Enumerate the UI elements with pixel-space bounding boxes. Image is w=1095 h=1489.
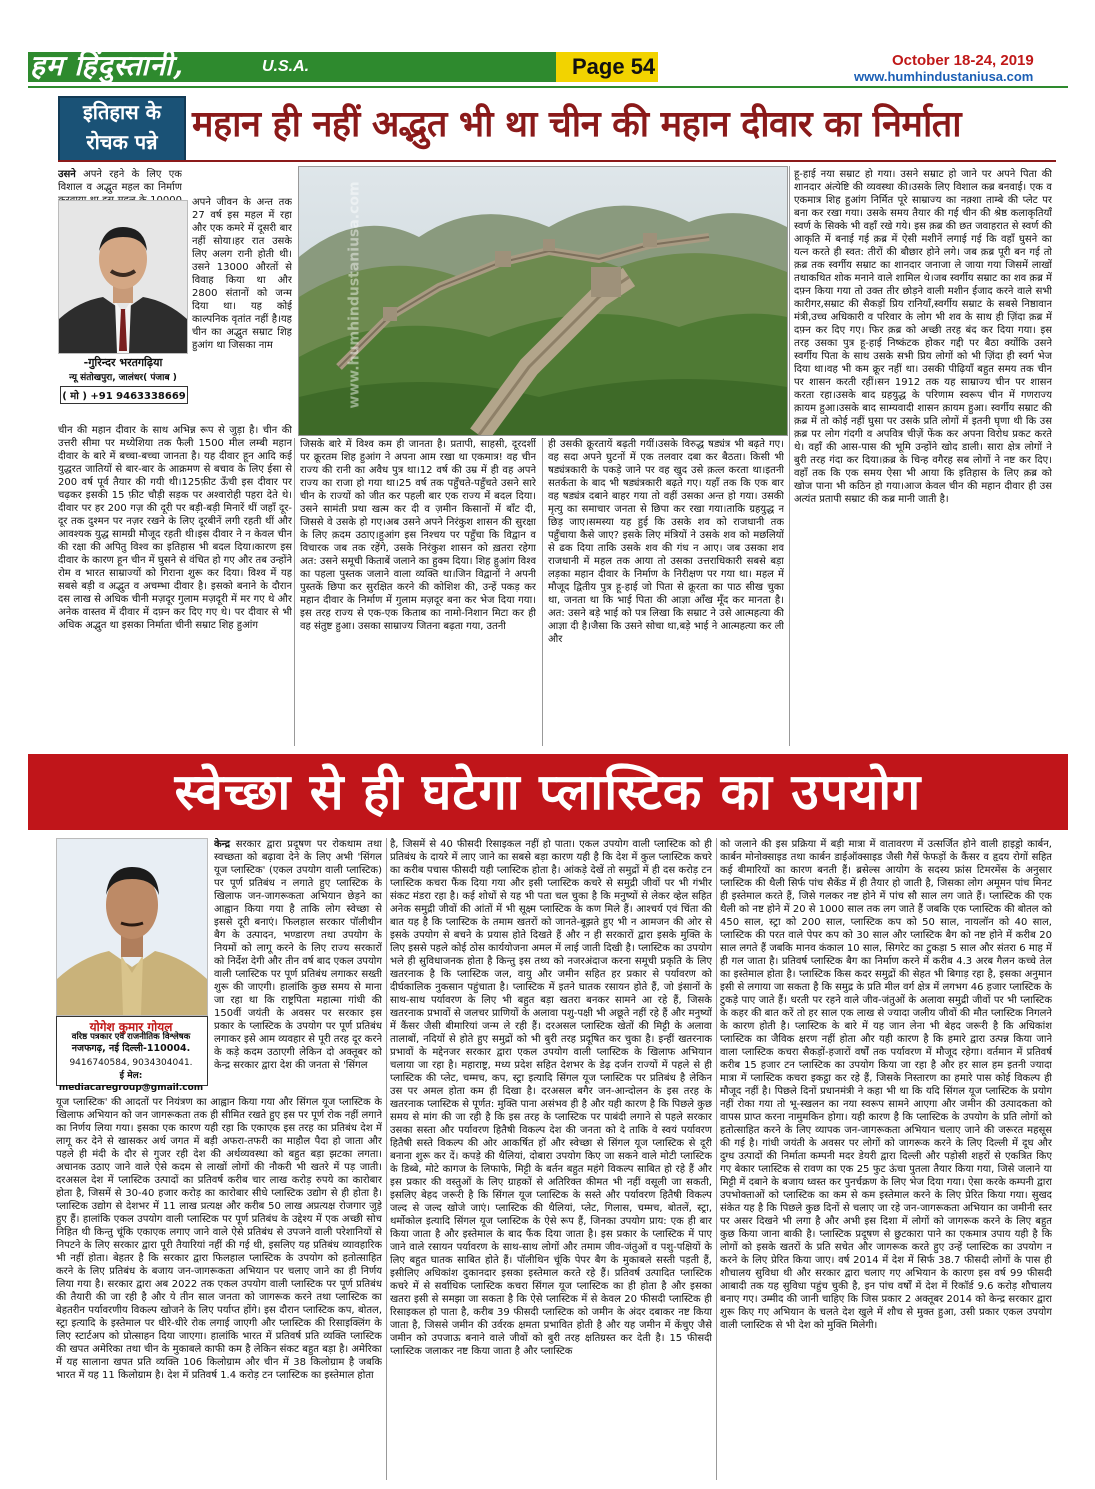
author2-role: वरिष्ठ पत्रकार एवं राजनीतिक विश्लेषक (71, 1032, 191, 1042)
photo-watermark: www.humhindustaniusa.com (346, 181, 363, 409)
great-wall-photo (298, 166, 788, 436)
brand-usa: U.S.A. (262, 58, 310, 75)
article2-col1-body: यूज प्लास्टिक' की आदतों पर नियंत्रण का आह्वान किया गया और सिंगल यूज प्लास्टिक के खिलाफ अभियान को जन जागरूकता तक ही सीमित रखते हुए इस पर पूर्ण रोक नहीं लगाने का निर्णय लिया गया। इसका एक कारण यही रहा कि एकाएक इस तरह का प्रतिबंध देश में लागू कर देने से खासकर अर्थ जगत में बड़ी अफरा-तफरी का माहौल पैदा हो जाता और पहले ही मंदी के दौर से गुजर रही देश की अर्थव्यवस्था को बहुत बड़ा झटका लगता। अचानक उठाए जाने वाले ऐसे कदम से लाखों लोगों की नौकरी भी खतरे में पड़ जाती। दरअसल देश में प्लास्टिक उत्पादों का प्रतिवर्ष करीब चार लाख करोड़ रुपये का कारोबार होता है, जिसमें से 30-40 हजार करोड़ का कारोबार सीधे प्लास्टिक उद्योग से ही होता है। प्लास्टिक उद्योग से देशभर में 11 लाख प्रत्यक्ष और करीब 50 लाख अप्रत्यक्ष रोजगार जुड़े हुए हैं। हालांकि एकल उपयोग वाली प्लास्टिक पर पूर्ण प्रतिबंध के उद्देश्य में एक अच्छी सोच निहित थी किन्तु चूंकि एकाएक लगाए जाने वाले ऐसे प्रतिबंध से उपजने वाली परेशानियों से निपटने के लिए सरकार द्वारा पूरी तैयारियां नहीं की गई थी, इसलिए यह प्रतिबंध व्यावहारिक भी नहीं होता। बेहतर है कि सरकार द्वारा फिलहाल प्लास्टिक के उपयोग को हतोत्साहित करने के लिए प्रतिबंध के बजाय जन-जागरूकता अभियान पर चलाए जाने का ही निर्णय लिया गया है। सरकार द्वारा अब 2022 तक एकल उपयोग वाली प्लास्टिक पर पूर्ण प्रतिबंध की तैयारी की जा रही है और ये तीन साल जनता को जागरूक करने तथा प्लास्टिक का बेहतरीन पर्यावरणीय विकल्प खोजने के लिए पर्याप्त होंगे। इस दौरान प्लास्टिक कप, बोतल, स्ट्रा इत्यादि के इस्तेमाल पर धीरे-धीरे रोक लगाई जाएगी और प्लास्टिक की रिसाइक्लिंग के लिए स्टार्टअप को प्रोत्साहन दिया जाएगा। हालांकि भारत में प्रतिवर्ष प्रति व्यक्ति प्लास्टिक की खपत अमेरिका तथा चीन के मुकाबले काफी कम है लेकिन संकट बहुत बड़ा है। अमेरिका में यह सालाना खपत प्रति व्यक्ति 106 किलोग्राम और चीन में 38 किलोग्राम है जबकि भारत में यह 11 किलोग्राम है। देश में प्रतिवर्ष 1.4 करोड़ टन प्लास्टिक का इस्तेमाल होता (56, 1097, 382, 1381)
headline-rule (58, 160, 1056, 162)
dateline: केन्द्र (214, 839, 231, 850)
author1-address: न्यू संतोखपुरा, जालंधर( पंजाब ) (69, 373, 177, 383)
author2-photo (56, 838, 208, 1016)
author2-name: योगेश कुमार गोयल (89, 1020, 173, 1034)
intro-text: सरकार द्वारा प्रदूषण पर रोकथाम तथा स्वच्छता को बढ़ावा देने के लिए अभी 'सिंगल यूज प्लास्टिक' (एकल उपयोग वाली प्लास्टिक) पर पूर्ण प्रतिबंध न लगाते हुए प्लास्टिक के खिलाफ जन-जागरूकता अभियान छेड़ने का आह्वान किया गया है ताकि लोग स्वेच्छा से इससे दूरी बनाएं। फिलहाल सरकार पॉलीथीन बैग के उत्पादन, भण्डारण तथा उपयोग के नियमों को लागू करने के लिए राज्य सरकारों को निर्देश देगी और तीन वर्ष बाद एकल उपयोग वाली प्लास्टिक पर पूर्ण प्रतिबंध लगाकर सख्ती शुरू की जाएगी। हालांकि कुछ समय से माना जा रहा था कि राष्ट्रपिता महात्मा गांधी की 150वीं जयंती के अवसर पर सरकार इस प्रकार के प्लास्टिक के उपयोग पर पूर्ण प्रतिबंध लगाकर इसे आम व्यवहार से पूरी तरह दूर करने के कड़े कदम उठाएगी लेकिन दो अक्तूबर को केन्द्र सरकार द्वारा देश की जनता से 'सिंगल (214, 839, 382, 1071)
brand-name: हम हिंदुस्तानी, (30, 49, 184, 82)
author2-place: नजफगढ़, नई दिल्ली-110004. (71, 1043, 191, 1054)
article2-col2: है, जिसमें से 40 फीसदी रिसाइकल नहीं हो पाता। एकल उपयोग वाली प्लास्टिक को ही प्रतिबंध के दायरे में लाए जाने का सबसे बड़ा कारण यही है कि देश में कुल प्लास्टिक कचरे का करीब पचास फीसदी यही प्लास्टिक होता है। आंकड़े देखें तो समुद्रों में ही दस करोड़ टन प्लास्टिक कचरा फैंक दिया गया और इसी प्लास्टिक कचरे से समुद्री जीवों पर भी गंभीर संकट मंडरा रहा है। कई शोधों से यह भी पता चल चुका है कि मनुष्यों से लेकर व्हेल सहित अनेक समुद्री जीवों की आंतों में भी सूक्ष्म प्लास्टिक के कण मिले हैं। आश्चर्य एवं चिंता की बात यह है कि प्लास्टिक के तमाम खतरों को जानते-बूझते हुए भी न आमजन की ओर से इसके उपयोग से बचने के प्रयास होते दिखते हैं और न ही सरकारों द्वारा इसके मुक्ति के लिए इससे पहले कोई ठोस कार्ययोजना अमल में लाई जाती दिखी है। प्लास्टिक का उपयोग भले ही सुविधाजनक होता है किन्तु इस तथ्य को नजरअंदाज करना समूची प्रकृति के लिए खतरनाक है कि प्लास्टिक जल, वायु और जमीन सहित हर प्रकार से पर्यावरण को दीर्घकालिक नुकसान पहुंचाता है। प्लास्टिक में इतने घातक रसायन होते हैं, जो इंसानों के साथ-साथ पर्यावरण के लिए भी बहुत बड़ा खतरा बनकर सामने आ रहे हैं, जिसके खतरनाक प्रभावों से जलचर प्राणियों के अलावा पशु-पक्षी भी अछूते नहीं रहे हैं और मनुष्यों में कैंसर जैसी बीमारियां जन्म ले रही हैं। दरअसल प्लास्टिक खेतों की मिट्टी के अलावा तालाबों, नदियों से होते हुए समुद्रों को भी बुरी तरह प्रदूषित कर चुका है। इन्हीं खतरनाक प्रभावों के मद्देनजर सरकार द्वारा एकल उपयोग वाली प्लास्टिक के खिलाफ अभियान चलाया जा रहा है। महाराष्ट्र, मध्य प्रदेश सहित देशभर के डेढ़ दर्जन राज्यों में पहले से ही प्लास्टिक की प्लेट, चम्मच, कप, स्ट्रा इत्यादि सिंगल यूज प्लास्टिक पर प्रतिबंध है लेकिन उस पर अमल होता कम ही दिखा है। दरअसल बगैर जन-आन्दोलन के इस तरह के खतरनाक प्लास्टिक से पूर्णत: मुक्ति पाना असंभव ही है और यही कारण है कि पिछले कुछ समय से मांग की जा रही है कि इस तरह के प्लास्टिक पर पाबंदी लगाने से पहले सरकार उसका सस्ता और पर्यावरण हितैषी विकल्प देश की जनता को दे ताकि वे स्वयं पर्यावरण हितैषी सस्ते विकल्प की ओर आकर्षित हों और स्वेच्छा से सिंगल यूज प्लास्टिक से दूरी बनाना शुरू कर दें। कपड़े की थैलियां, दोबारा उपयोग किए जा सकने वाले मोटी प्लास्टिक के डिब्बे, मोटे कागज के लिफाफे, मिट्टी के बर्तन बहुत महंगे विकल्प साबित हो रहे हैं और इस प्रकार की वस्तुओं के लिए ग्राहकों से अतिरिक्त कीमत भी नहीं वसूली जा सकती, इसलिए बेहद जरूरी है कि सिंगल यूज प्लास्टिक के सस्ते और पर्यावरण हितैषी विकल्प जल्द से जल्द खोजे जाएं। प्लास्टिक की थैलियां, प्लेट, गिलास, चम्मच, बोतलें, स्ट्रा, थर्मोकोल इत्यादि सिंगल यूज प्लास्टिक के ऐसे रूप हैं, जिनका उपयोग प्राय: एक ही बार किया जाता है और इस्तेमाल के बाद फैंक दिया जाता है। इस प्रकार के प्लास्टिक में पाए जाने वाले रसायन पर्यावरण के साथ-साथ लोगों और तमाम जीव-जंतुओं व पशु-पक्षियों के लिए बहुत घातक साबित होते हैं। पॉलीथिन चूंकि पेपर बैग के मुकाबले सस्ती पड़ती हैं, इसीलिए अधिकांश दुकानदार इसका इस्तेमाल करते रहे हैं। प्रतिवर्ष उत्पादित प्लास्टिक कचरे में से सर्वाधिक प्लास्टिक कचरा सिंगल यूज प्लास्टिक का ही होता है और इसका खतरा इसी से समझा जा सकता है कि ऐसे प्लास्टिक में से केवल 20 फीसदी प्लास्टिक ही रिसाइकल हो पाता है, करीब 39 फीसदी प्लास्टिक को जमीन के अंदर दबाकर नष्ट किया जाता है, जिससे जमीन की उर्वरक क्षमता प्रभावित होती है और यह जमीन में केंचुए जैसे जमीन को उपजाऊ बनाने वाले जीवों को बुरी तरह क्षतिग्रस्त कर देती है। 15 फीसदी प्लास्टिक जलाकर नष्ट किया जाता है और प्लास्टिक (390, 839, 712, 1357)
masthead-rule (28, 86, 1068, 88)
page-number: Page 54 (572, 54, 656, 79)
author1-photo (58, 200, 188, 354)
section-label-line2: रोचक पन्ने (86, 130, 158, 154)
author1-portrait-icon (59, 201, 187, 353)
article2-headline: स्वेच्छा से ही घटेगा प्लास्टिक का उपयोग (174, 763, 922, 821)
column-rule (386, 838, 387, 1480)
article2-col3: को जलाने की इस प्रक्रिया में बड़ी मात्रा में वातावरण में उत्सर्जित होने वाली हाइड्रो कार्बन, कार्बन मोनोक्साइड तथा कार्बन डाईऑक्साइड जैसी गैसें फेफड़ों के कैंसर व हृदय रोगों सहित कई बीमारियों का कारण बनती हैं। ब्रसेल्स आयोग के सदस्य फ्रांस टिमरमेंस के अनुसार प्लास्टिक की थैली सिर्फ पांच सैकेंड में ही तैयार हो जाती है, जिसका लोग अमूमन पांच मिनट ही इस्तेमाल करते हैं, जिसे गलकर नष्ट होने में पांच सौ साल लग जाते हैं। प्लास्टिक की एक थैली को नष्ट होने में 20 से 1000 साल तक लग जाते हैं जबकि एक प्लास्टिक की बोतल को 450 साल, स्ट्रा को 200 साल, प्लास्टिक कप को 50 साल, नायलॉन को 40 साल, प्लास्टिक की परत वाले पेपर कप को 30 साल और प्लास्टिक बैग को नष्ट होने में करीब 20 साल लगते हैं जबकि मानव कंकाल 10 साल, सिगरेट का टुकड़ा 5 साल और संतरा 6 माह में ही गल जाता है। प्रतिवर्ष प्लास्टिक बैग का निर्माण करने में करीब 4.3 अरब गैलन कच्चे तेल का इस्तेमाल होता है। प्लास्टिक किस कदर समुद्रों की सेहत भी बिगाड़ रहा है, इसका अनुमान इसी से लगाया जा सकता है कि समुद्र के प्रति मील वर्ग क्षेत्र में लगभग 46 हजार प्लास्टिक के टुकड़े पाए जाते हैं। धरती पर रहने वाले जीव-जंतुओं के अलावा समुद्री जीवों पर भी प्लास्टिक के कहर की बात करें तो हर साल एक लाख से ज्यादा जलीय जीवों की मौत प्लास्टिक निगलने के कारण होती है। प्लास्टिक के बारे में यह जान लेना भी बेहद जरूरी है कि अधिकांश प्लास्टिक का जैविक क्षरण नहीं होता और यही कारण है कि हमारे द्वारा उत्पन्न किया जाने वाला प्लास्टिक कचरा सैकड़ों-हजारों वर्षों तक पर्यावरण में मौजूद रहेगा। वर्तमान में प्रतिवर्ष करीब 15 हजार टन प्लास्टिक का उपयोग किया जा रहा है और हर साल हम इतनी ज्यादा मात्रा में प्लास्टिक कचरा इकट्ठा कर रहे हैं, जिसके निस्तारण का हमारे पास कोई विकल्प ही मौजूद नहीं है। पिछले दिनों प्रधानमंत्री ने कहा भी था कि यदि सिंगल यूज प्लास्टिक के प्रयोग नहीं रोका गया तो भू-स्खलन का नया स्वरूप सामने आएगा और जमीन की उत्पादकता को वापस प्राप्त करना नामुमकिन होगा। यही कारण है कि प्लास्टिक के उपयोग के प्रति लोगों को हतोत्साहित करने के लिए व्यापक जन-जागरूकता अभियान चलाए जाने की जरूरत महसूस की गई है। गांधी जयंती के अवसर पर लोगों को जागरूक करने के लिए दिल्ली में दूध और दुग्ध उत्पादों की निर्माता कम्पनी मदर डेयरी द्वारा दिल्ली और पड़ोसी शहरों से एकत्रित किए गए बेकार प्लास्टिक से रावण का एक 25 फुट ऊंचा पुतला तैयार किया गया, जिसे जलाने या मिट्टी में दबाने के बजाय ध्वस्त कर पुनर्चक्रण के लिए भेज दिया गया। ऐसा करके कम्पनी द्वारा उपभोक्ताओं को प्लास्टिक का कम से कम इस्तेमाल करने के लिए प्रेरित किया गया। सुखद संकेत यह है कि पिछले कुछ दिनों से चलाए जा रहे जन-जागरूकता अभियान का जमीनी स्तर पर असर दिखने भी लगा है और अभी इस दिशा में लोगों को जागरूक करने के लिए बहुत कुछ किया जाना बाकी है। प्लास्टिक प्रदूषण से छुटकारा पाने का एकमात्र उपाय यही है कि लोगों को इसके खतरों के प्रति सचेत और जागरूक करते हुए उन्हें प्लास्टिक का उपयोग न करने के लिए प्रेरित किया जाए। वर्ष 2014 में देश में सिर्फ 38.7 फीसदी लोगों के पास ही शौचालय सुविधा थी और सरकार द्वारा चलाए गए अभियान के कारण इस वर्ष 99 फीसदी आबादी तक यह सुविधा पहुंच चुकी है, इन पांच वर्षों में देश में रिकॉर्ड 9.6 करोड़ शौचालय बनाए गए। उम्मीद की जानी चाहिए कि जिस प्रकार 2 अक्तूबर 2014 को केन्द्र सरकार द्वारा शुरू किए गए अभियान के चलते देश खुले में शौच से मुक्त हुआ, उसी प्रकार एकल उपयोग वाली प्लास्टिक से भी देश को मुक्ति मिलेगी। (720, 839, 1052, 1331)
column-rule (294, 438, 295, 746)
column-rule (789, 166, 790, 746)
column-rule (716, 838, 717, 1480)
column-rule (542, 438, 543, 746)
article1-col1-side: अपने जीवन के अन्त तक 27 वर्ष इस महल में रहा और एक कमरे में दूसरी बार नहीं सोया।हर रात उसके लिए अलग रानी होती थी। उसने 13000 औरतों से विवाह किया था और 2800 संतानों को जन्म दिया था। यह कोई काल्पनिक वृतांत नहीं है।यह चीन का अद्भुत सम्राट शिह हुआंग था जिसका नाम (192, 197, 292, 351)
article1-col4: हू-हाई नया सम्राट हो गया। उसने सम्राट हो जाने पर अपने पिता की शानदार अंत्येष्टि की व्यवस्था की।उसके लिए विशाल कब्र बनवाई। एक व एकमात्र शिह हुआंग निर्मित पूरे साम्राज्य का नक़्शा ताम्बे की प्लेट पर बना कर रखा गया। उसके समय तैयार की गई चीन की श्रेष्ठ कलाकृतियाँ स्वर्ण के सिक्के भी वहाँ रखे गये। इस क़ब्र की छत जवाहरात से स्वर्ण की आकृति में बनाई गई क़ब्र में ऐसी मशीनें लगाई गई कि वहाँ घुसने का यत्न करते ही स्वत: तीरों की बौछार होने लगे। जब क़ब्र पूरी बन गई तो क़ब्र तक स्वर्गीय सम्राट का शानदार जनाजा ले जाया गया जिसमें लाखों तथाकथित शोक मनाने वाले शामिल थे।जब स्वर्गीय सम्राट का शव क़ब्र में दफ़्न किया गया तो उक्त तीर छोड़ने वाली मशीन ईजाद करने वाले सभी कारीगर,सम्राट की सैकड़ों प्रिय रानियाँ,स्वर्गीय सम्राट के सबसे निष्ठावान मंत्री,उच्च अधिकारी व परिवार के लोग भी शव के साथ ही ज़िंदा क़ब्र में दफ़्न कर दिए गए। फिर क़ब्र को अच्छी तरह बंद कर दिया गया। इस तरह उसका पुत्र हू-हाई निष्कंटक होकर गद्दी पर बैठा क्योंकि उसने स्वर्गीय पिता के साथ उसके सभी प्रिय लोगों को भी ज़िंदा ही स्वर्ग भेज दिया था।वह भी कम क्रूर नहीं था। उसकी पीढ़ियाँ बहुत समय तक चीन पर शासन करती रहीं।सन 1912 तक यह साम्राज्य चीन पर शासन करता रहा।उसके बाद ग्रहयुद्ध के परिणाम स्वरूप चीन में गणराज्य क़ायम हुआ।उसके बाद साम्यवादी शासन क़ायम हुआ। स्वर्गीय सम्राट की क़ब्र में तो कोई नहीं घुसा पर उसके प्रति लोगों में इतनी घृणा थी कि उस क़ब्र पर लोग गंदगी व अपवित्र चीज़ें फेंक कर अपना विरोध प्रकट करते थे। वहाँ की आस-पास की भूमि उन्होंने खोद डाली। सारा क्षेत्र लोगों ने बुरी तरह गंदा कर दिया।क़ब्र के चिन्ह वगैरह सब लोगों ने नष्ट कर दिए।वहाँ तक कि एक समय ऐसा भी आया कि इतिहास के लिए क़ब्र को खोज पाना भी कठिन हो गया।आज केवल चीन की महान दीवार ही उस अत्यंत प्रतापी सम्राट की कब्र मानी जाती है। (794, 169, 1052, 505)
article1-col3: ही उसकी क्रूरतायें बढ़ती गयीं।उसके विरुद्ध षड्यंत्र भी बढ़ते गए।वह सदा अपने घुटनों में एक तलवार दबा कर बैठता। किसी भी षड्यंत्रकारी के पकड़े जाने पर वह खुद उसे क़त्ल करता था।इतनी सतर्कता के बाद भी षड्यंत्रकारी बढ़ते गए। यहाँ तक कि एक बार वह षड्यंत्र दबाने बाहर गया तो वहीं उसका अन्त हो गया। उसकी मृत्यु का समाचार जनता से छिपा कर रखा गया।ताकि ग्रहयुद्ध न छिड़ जाए।समस्या यह हुई कि उसके शव को राजधानी तक पहुँचाया कैसे जाए? इसके लिए मंत्रियों ने उसके शव को मछलियों से ढक दिया ताकि उसके शव की गंध न आए। जब उसका शव राजधानी में महल तक आया तो उसका उत्तराधिकारी सबसे बड़ा लड़का महान दीवार के निर्माण के निरीक्षण पर गया था। महल में मौजूद द्वितीय पुत्र हू-हाई जो पिता से क्रूरता का पाठ सीख चुका था, जनता था कि भाई पिता की आज्ञा आँख मूँद कर मानता है। अत: उसने बड़े भाई को पत्र लिखा कि सम्राट ने उसे आत्महत्या की आज्ञा दी है।जैसा कि उसने सोचा था,बड़े भाई ने आत्महत्या कर ली और (548, 439, 784, 645)
article1-col1-body: चीन की महान दीवार के साथ अभिन्न रूप से जुड़ा है। चीन की उत्तरी सीमा पर मध्येशिया तक फैली 1500 मील लम्बी महान दीवार के बारे में बच्चा-बच्चा जानता है। यह दीवार हून आदि कई युद्धरत जातियों से बार-बार के आक्रमण से बचाव के लिए ईसा से 200 वर्ष पूर्व तैयार की गयी थी।125फ़ीट ऊँची इस दीवार पर चढ़कर इसकी 15 फ़ीट चौड़ी सड़क पर अश्वारोही पहरा देते थे। दीवार पर हर 200 गज़ की दूरी पर बड़ी-बड़ी मिनारें थीं जहाँ दूर-दूर तक दुश्मन पर नज़र रखने के लिए दूरबीनें लगी रहती थीं और आवश्यक युद्ध सामग्री मौजूद रहती थी।इस दीवार ने न केवल चीन की रक्षा की अपितु विश्व का इतिहास भी बदल दिया।कारण इस दीवार के कारण हून चीन में घुसने से वंचित हो गए और तब उन्होंने रोम व भारत साम्राज्यों को गिराना शुरू कर दिया। विश्व में यह सबसे बड़ी व अद्भुत व अचम्भा दीवार है। इसको बनाने के दौरान दस लाख से अधिक चीनी मज़दूर गुलाम मज़दूरी में मर गए थे और अनेक वास्तव में दीवार में दफ़्न कर दिए गए थे। पर दीवार से भी अधिक अद्भुत था इसका निर्माता चीनी सम्राट शिह हुआंग (58, 425, 292, 631)
lead-word: उसने (58, 169, 76, 180)
author1-phone: ( मो ) +91 9463338669 (62, 391, 186, 402)
author1-name: -गुरिन्दर भरतगढ़िया (83, 356, 163, 369)
author2-email[interactable]: ई मेल: mediacaregroup@gmail.com (58, 1071, 204, 1093)
article1-headline: महान ही नहीं अद्भुत भी था चीन की महान दीवार का निर्माता (192, 104, 962, 145)
article1-col2: जिसके बारे में विश्व कम ही जानता है। प्रतापी, साहसी, दूरदर्शी पर क्रूरतम शिह हुआंग ने अपना आम रखा था एकमात्र! वह चीन राज्य की रानी का अवैध पुत्र था।12 वर्ष की उम्र में ही वह अपने राज्य का राजा हो गया था।25 वर्ष तक पहुँचते-पहुँचते उसने सारे चीन के राज्यों को जीत कर पहली बार एक राज्य में बदल दिया।उसने सामंती प्रथा खत्म कर दी व ज़मीन किसानों में बाँट दी, जिससे वे उसके हो गए।अब उसने अपने निरंकुश शासन की सुरक्षा के लिए क़दम उठाए।हुआंग इस निश्चय पर पहुँचा कि विद्वान व विचारक जब तक रहेंगे, उसके निरंकुश शासन को ख़तरा रहेगा अत: उसने समूची किताबें जलाने का हुक्म दिया। शिह हुआंग विश्व का पहला पुस्तक जलाने वाला व्यक्ति था।जिन विद्वानों ने अपनी पुस्तकें छिपा कर सुरक्षित करने की कोशिश की, उन्हें पकड़ कर महान दीवार के निर्माण में गुलाम मज़दूर बना कर भेज दिया गया। इस तरह राज्य से एक-एक किताब का नामो-निशान मिटा कर ही वह संतुष्ट हुआ। उसका साम्राज्य जितना बढ़ता गया, उतनी (300, 439, 536, 632)
article2-col1-intro (214, 838, 382, 1090)
author2-phones: 9416740584, 9034304041. (69, 1058, 193, 1068)
author2-portrait-icon (57, 839, 207, 1015)
issue-date: October 18-24, 2019 (892, 52, 1034, 69)
intro-text: अपने रहने के लिए एक विशाल व अद्भुत महल का निर्माण (58, 169, 182, 193)
section-label-line1: इतिहास के (82, 100, 162, 124)
site-url[interactable]: www.humhindustaniusa.com (854, 69, 1034, 84)
great-wall-image-icon (299, 167, 787, 435)
